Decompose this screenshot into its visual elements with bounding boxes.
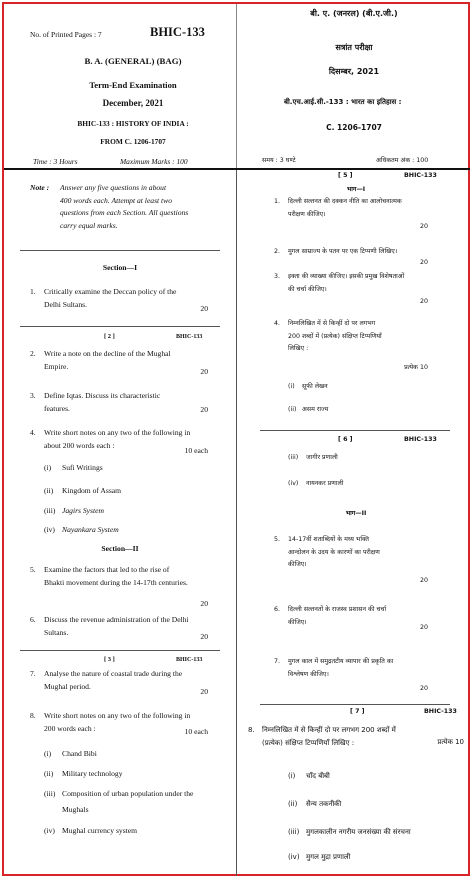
- hindi-exam: सत्रांत परीक्षा: [335, 43, 373, 52]
- q6-text: Discuss the revenue administration of the Delhi Sultans.: [44, 615, 189, 637]
- q5-marks: 20: [200, 599, 208, 608]
- hindi-q4-opt-num: (iv): [288, 480, 299, 487]
- hindi-programme: बी. ए. (जनरल) (बी.ए.जी.): [310, 9, 398, 18]
- hindi-q4-opt-num: (i): [288, 383, 295, 390]
- note-line: Answer any five questions in about: [60, 183, 167, 192]
- q8-opt-text: Mughal currency system: [62, 826, 138, 835]
- hindi-q2-marks: 20: [419, 259, 428, 266]
- hindi-q1-number: 1.: [274, 198, 281, 205]
- part-one-heading: भाग—I: [346, 186, 366, 193]
- page-3-code: BHIC-133: [176, 657, 203, 663]
- q8-opt-num: (i): [44, 749, 52, 758]
- q1-marks: 20: [200, 304, 208, 313]
- q8-opt-text: Chand Bibi: [62, 749, 97, 758]
- course-period: FROM C. 1206-1707: [100, 137, 166, 146]
- q2-number: 2.: [30, 349, 36, 358]
- q1-text: Critically examine the Deccan policy of the Delhi Sultans.: [44, 287, 177, 309]
- q8-opt-num: (iii): [44, 789, 56, 798]
- q6-marks: 20: [200, 632, 208, 641]
- hindi-q4-opt-text: सूफी लेखन: [302, 383, 328, 390]
- hindi-max-marks: अधिकतम अंक : 100: [376, 157, 429, 164]
- page-3-label: [ 3 ]: [104, 656, 115, 663]
- printed-pages: No. of Printed Pages : 7: [30, 30, 102, 39]
- page-7-label: [ 7 ]: [350, 708, 365, 715]
- hindi-q8-number: 8.: [248, 726, 255, 734]
- column-divider: [236, 170, 237, 876]
- q4-opt-text: Nayankara System: [62, 525, 119, 534]
- q4-opt-text: Jagirs System: [62, 506, 104, 515]
- note-line: carry equal marks.: [60, 220, 118, 230]
- hindi-q4-opt-num: (ii): [288, 406, 297, 413]
- section-one-heading: Section—I: [102, 263, 138, 272]
- q3-text: Define Iqtas. Discuss its characteristic features.: [44, 391, 161, 413]
- page-rule: [20, 326, 220, 327]
- note-label: Note :: [30, 183, 50, 192]
- hindi-course: बी.एच.आई.सी.-133 : भारत का इतिहास :: [284, 98, 402, 106]
- exam-date: December, 2021: [102, 98, 164, 108]
- exam-time: Time : 3 Hours: [33, 157, 78, 166]
- hindi-q6-number: 6.: [274, 606, 281, 613]
- hindi-q4-number: 4.: [274, 320, 281, 327]
- q4-marks: 10 each: [184, 446, 208, 455]
- part-two-heading: भाग—II: [345, 510, 367, 517]
- programme-title: B. A. (GENERAL) (BAG): [84, 56, 182, 66]
- header-rule: [4, 168, 470, 170]
- q2-marks: 20: [200, 367, 208, 376]
- q4-opt-num: (i): [44, 463, 52, 472]
- q8-text: Write short notes on any two of the following in 200 words each :: [44, 711, 191, 733]
- page-2-code: BHIC-133: [176, 334, 203, 340]
- hindi-q4-text: निम्नलिखित में से किन्हीं दो पर लगभग 200 शब्दों में (प्रत्येक) संक्षिप्त टिप्पणियाँ लिखिए :: [288, 320, 382, 352]
- hindi-q2-text: मुगल साम्राज्य के पतन पर एक टिप्पणी लिखिए।: [288, 248, 398, 255]
- hindi-q7-marks: 20: [419, 685, 428, 692]
- header-divider: [236, 4, 237, 168]
- q8-opt-text: Military technology: [62, 769, 123, 778]
- note-line: 400 words each. Attempt at least two: [60, 195, 173, 205]
- q4-opt-num: (ii): [44, 486, 54, 495]
- course-title: BHIC-133 : HISTORY OF INDIA :: [77, 119, 189, 128]
- hindi-q8-opt-text: सैन्य तकनीकी: [306, 800, 342, 808]
- hindi-q5-number: 5.: [274, 536, 281, 543]
- q4-opt-text: Kingdom of Assam: [62, 486, 122, 495]
- q4-number: 4.: [30, 428, 36, 437]
- page-rule: [20, 650, 220, 651]
- hindi-q4-marks: प्रत्येक 10: [404, 364, 428, 371]
- hindi-course-period: C. 1206-1707: [326, 123, 382, 132]
- hindi-q7-number: 7.: [274, 658, 281, 665]
- q3-marks: 20: [200, 405, 208, 414]
- hindi-q8-opt-text: मुगलकालीन नगरीय जनसंख्या की संरचना: [306, 828, 411, 836]
- q6-number: 6.: [30, 615, 36, 624]
- hindi-q8-opt-num: (i): [288, 772, 296, 780]
- hindi-q5-text: 14-17वीं शताब्दियों के मध्य भक्ति आन्दोलन के उदय के कारणों का परीक्षण कीजिए।: [288, 536, 380, 568]
- q8-marks: 10 each: [184, 727, 208, 736]
- hindi-q8-text: निम्नलिखित में से किन्हीं दो पर लगभग 200 शब्दों में (प्रत्येक) संक्षिप्त टिप्पणियाँ लिखिए :: [262, 726, 396, 747]
- hindi-q8-opt-text: मुगल मुद्रा प्रणाली: [306, 853, 351, 861]
- hindi-q8-opt-num: (iv): [288, 853, 300, 861]
- hindi-q6-text: दिल्ली सल्तनतों के राजस्व प्रशासन की चर्चा कीजिए।: [288, 606, 387, 626]
- q7-number: 7.: [30, 669, 36, 678]
- hindi-time: समय : 3 घण्टे: [262, 157, 296, 164]
- hindi-q8-opt-num: (iii): [288, 828, 300, 836]
- q4-text: Write short notes on any two of the following in about 200 words each :: [44, 428, 191, 450]
- q5-text: Examine the factors that led to the rise of Bhakti movement during the 14-17th centuries.: [44, 565, 188, 587]
- hindi-q4-opt-text: नायनकर प्रणाली: [306, 480, 344, 487]
- hindi-q2-number: 2.: [274, 248, 281, 255]
- hindi-q6-marks: 20: [419, 624, 428, 631]
- hindi-q3-number: 3.: [274, 273, 281, 280]
- q5-number: 5.: [30, 565, 36, 574]
- q1-number: 1.: [30, 287, 36, 296]
- note-text: [60, 182, 210, 232]
- page-7-code: BHIC-133: [424, 708, 457, 715]
- q8-opt-text: Mughals: [62, 805, 89, 814]
- hindi-q4-opt-text: जागीर प्रणाली: [306, 454, 338, 461]
- q8-opt-num: (ii): [44, 769, 54, 778]
- hindi-q1-text: दिल्ली सल्तनत की दक्कन नीति का आलोचनात्मक परीक्षण कीजिए।: [288, 198, 402, 218]
- q2-text: Write a note on the decline of the Mughal Empire.: [44, 349, 171, 371]
- exam-title: Term-End Examination: [89, 80, 177, 90]
- hindi-q4-opt-num: (iii): [288, 454, 299, 461]
- hindi-q7-text: मुगल काल में समुद्रतटीय व्यापार की प्रकृति का विश्लेषण कीजिए।: [288, 658, 394, 678]
- section-rule: [20, 250, 220, 251]
- max-marks: Maximum Marks : 100: [120, 157, 188, 166]
- section-two-heading: Section—II: [101, 544, 139, 553]
- hindi-q3-marks: 20: [419, 298, 428, 305]
- q8-number: 8.: [30, 711, 36, 720]
- paper-code: BHIC-133: [150, 25, 205, 39]
- hindi-q4-opt-text: असम राज्य: [302, 406, 329, 413]
- page-5-code: BHIC-133: [404, 172, 437, 179]
- q4-opt-num: (iv): [44, 525, 55, 534]
- q7-text: Analyse the nature of coastal trade during the Mughal period.: [44, 669, 183, 691]
- page-rule: [260, 430, 450, 431]
- hindi-q8-opt-num: (ii): [288, 800, 298, 808]
- page-5-label: [ 5 ]: [338, 172, 353, 179]
- page-6-code: BHIC-133: [404, 436, 437, 443]
- hindi-q8-opt-text: चाँद बीबी: [306, 772, 330, 780]
- q4-opt-num: (iii): [44, 506, 56, 515]
- page-2-label: [ 2 ]: [104, 333, 115, 340]
- q7-marks: 20: [200, 687, 208, 696]
- hindi-q1-marks: 20: [419, 223, 428, 230]
- hindi-q8-marks: प्रत्येक 10: [437, 738, 464, 746]
- q8-opt-text: Composition of urban population under the: [62, 789, 194, 798]
- q8-opt-num: (iv): [44, 826, 55, 835]
- q3-number: 3.: [30, 391, 36, 400]
- page-6-label: [ 6 ]: [338, 436, 353, 443]
- page-rule: [260, 704, 450, 705]
- note-line: questions from each Section. All questions: [60, 208, 189, 217]
- hindi-q3-text: इक्ता की व्याख्या कीजिए। इसकी प्रमुख विशेषताओं की चर्चा कीजिए।: [288, 273, 405, 293]
- hindi-date: दिसम्बर, 2021: [328, 67, 380, 76]
- q4-opt-text: Sufi Writings: [62, 463, 103, 472]
- hindi-q5-marks: 20: [419, 577, 428, 584]
